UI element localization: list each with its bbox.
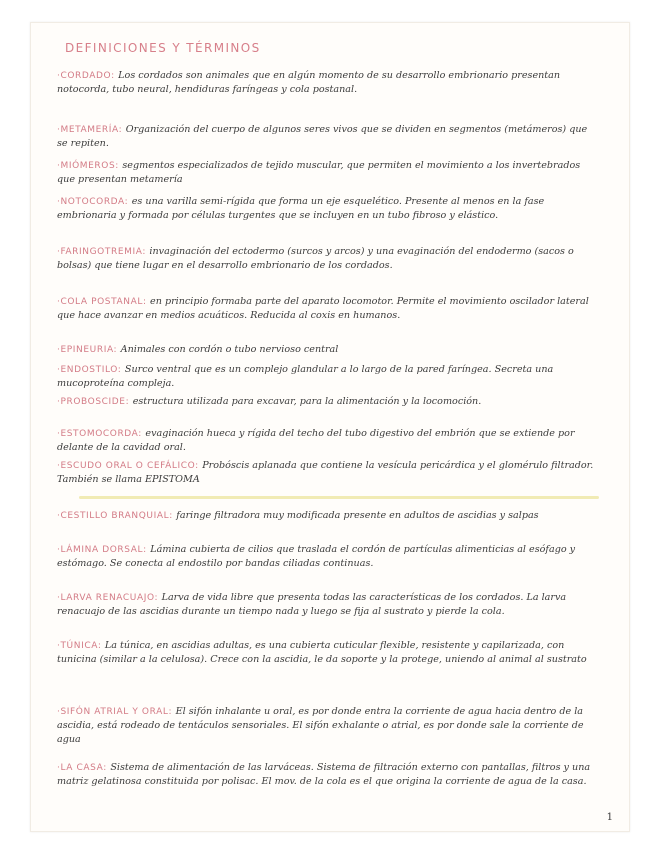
- term-label: ·MIÓMEROS:: [57, 161, 123, 171]
- entry-faringotremia: [57, 245, 597, 273]
- page-number: 1: [606, 812, 613, 823]
- term-label: ·EPINEURIA:: [57, 345, 121, 355]
- definition-text: en principio formaba parte del aparato locomotor. Permite el movimiento oscilador lateral que hace avanzar en medios acuáticos. Reducida al coxis en humanos.: [57, 296, 589, 322]
- term-label: ·ESCUDO ORAL O CEFÁLICO:: [57, 461, 203, 471]
- term-label: ·SIFÓN ATRIAL Y ORAL:: [57, 707, 176, 717]
- definition-text: estructura utilizada para excavar, para la alimentación y la locomoción.: [132, 396, 482, 407]
- definition-text: evaginación hueca y rígida del techo del tubo digestivo del embrión que se extiende por delante de la cavidad oral.: [57, 428, 575, 454]
- term-label: ·LA CASA:: [57, 763, 111, 773]
- entry-estomocorda: [57, 427, 597, 455]
- term-label: ·FARINGOTREMIA:: [57, 247, 150, 257]
- definition-text: invaginación del ectodermo (surcos y arcos) y una evaginación del endodermo (sacos o bolsas) que tiene lugar en el desarrollo embrionario de los cordados.: [57, 246, 574, 272]
- highlight-divider: [79, 496, 599, 499]
- term-label: ·LÁMINA DORSAL:: [57, 545, 151, 555]
- entry-endostilo: [57, 363, 597, 391]
- entry-cordado: [57, 69, 597, 97]
- term-label: ·METAMERÍA:: [57, 125, 126, 135]
- entry-lamina-dorsal: [57, 543, 597, 571]
- definition-text: Sistema de alimentación de las larváceas. Sistema de filtración externo con pantallas, filtros y una matriz gelatinosa constituida por polisac. El mov. de la cola es el que origina la corriente de agua de la casa.: [57, 762, 591, 788]
- entry-cola-postanal: [57, 295, 597, 323]
- definition-text: Surco ventral que es un complejo glandular a lo largo de la pared faríngea. Secreta una mucoproteína compleja.: [57, 364, 554, 390]
- entry-miomeros: [57, 159, 597, 187]
- definition-text: segmentos especializados de tejido muscular, que permiten el movimiento a los invertebrados que presentan metamería: [57, 160, 581, 186]
- entry-larva-renacuajo: [57, 591, 597, 619]
- definition-text: Lámina cubierta de cilios que traslada el cordón de partículas alimenticias al esófago y estómago. Se conecta al endostilo por bandas ciliadas continuas.: [57, 544, 576, 570]
- entry-tunica: [57, 639, 597, 667]
- term-label: ·LARVA RENACUAJO:: [57, 593, 162, 603]
- entry-notocorda: [57, 195, 597, 223]
- entry-sifon: [57, 705, 597, 748]
- entry-cestillo-branquial: [57, 509, 597, 523]
- notebook-page: [30, 22, 630, 832]
- term-label: ·CESTILLO BRANQUIAL:: [57, 511, 177, 521]
- definition-text: Probóscis aplanada que contiene la vesícula pericárdica y el glomérulo filtrador. También se llama EPISTOMA: [57, 460, 594, 486]
- term-label: ·ESTOMOCORDA:: [57, 429, 146, 439]
- term-label: ·PROBOSCIDE:: [57, 397, 133, 407]
- definition-text: El sifón inhalante u oral, es por donde entra la corriente de agua hacia dentro de la ascidia, está rodeado de tentáculos sensoriales. El sifón exhalante o atrial, es por donde sale la corriente de agua: [57, 706, 584, 746]
- definition-text: Los cordados son animales que en algún momento de su desarrollo embrionario presentan notocorda, tubo neural, hendiduras faríngeas y cola postanal.: [57, 70, 561, 96]
- entry-metameria: [57, 123, 597, 151]
- definition-text: Animales con cordón o tubo nervioso central: [120, 344, 339, 355]
- definition-text: La túnica, en ascidias adultas, es una cubierta cuticular flexible, resistente y capilarizada, con tunicina (similar a la celulosa). Crece con la ascidia, le da soporte y la protege, uniendo al animal al sustrato: [57, 640, 587, 666]
- entry-la-casa: [57, 761, 597, 789]
- term-label: ·TÚNICA:: [57, 641, 105, 651]
- definition-text: Larva de vida libre que presenta todas las características de los cordados. La larva renacuajo de las ascidias durante un tiempo nada y luego se fija al sustrato y pierde la cola.: [57, 592, 567, 618]
- term-label: ·CORDADO:: [57, 71, 119, 81]
- definition-text: faringe filtradora muy modificada presente en adultos de ascidias y salpas: [176, 510, 539, 521]
- page-title: DEFINICIONES Y TÉRMINOS: [65, 41, 261, 55]
- term-label: ·COLA POSTANAL:: [57, 297, 151, 307]
- entry-escudo-oral: [57, 459, 597, 487]
- definition-text: es una varilla semi-rígida que forma un eje esquelético. Presente al menos en la fase embrionaria y formada por células turgentes que se incluyen en un tubo fibroso y elástico.: [57, 196, 545, 222]
- term-label: ·NOTOCORDA:: [57, 197, 132, 207]
- entry-proboscide: [57, 395, 597, 409]
- definition-text: Organización del cuerpo de algunos seres vivos que se dividen en segmentos (metámeros) que se repiten.: [57, 124, 588, 150]
- term-label: ·ENDOSTILO:: [57, 365, 125, 375]
- entry-epineuria: [57, 343, 597, 357]
